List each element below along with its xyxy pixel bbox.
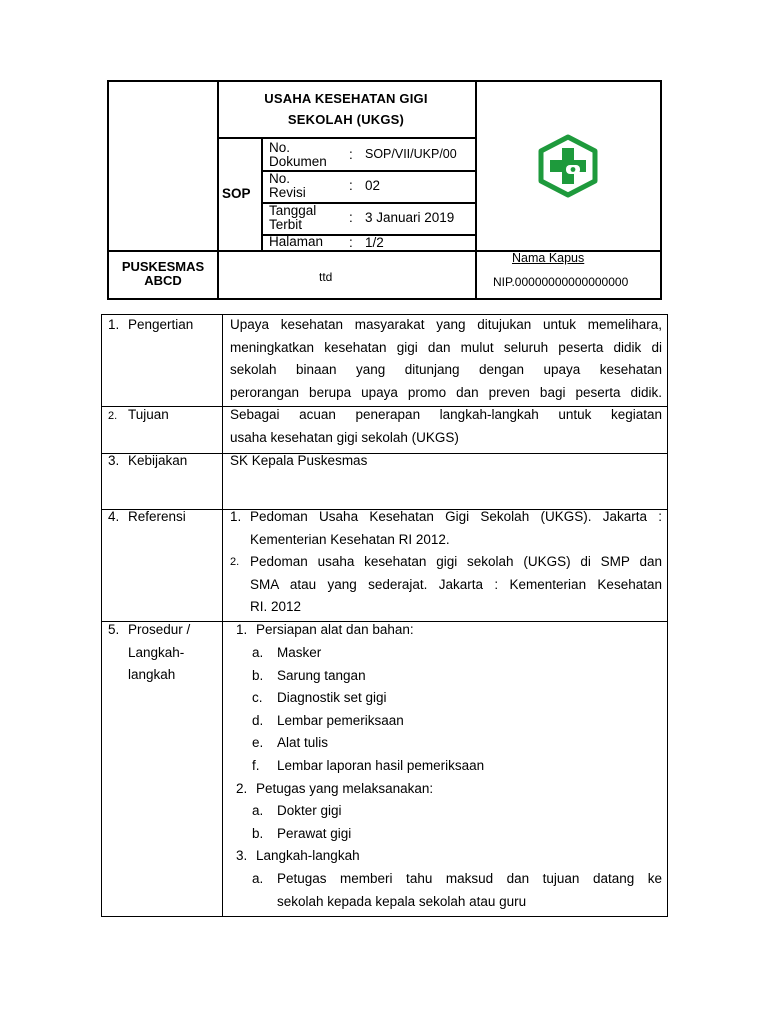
- revision-colon: :: [349, 178, 353, 193]
- doc-number-value: SOP/VII/UKP/00: [365, 147, 457, 161]
- section-number: 4.: [108, 509, 120, 524]
- procedure-sub-item: a. Dokter gigi: [252, 803, 342, 818]
- section-title-kebijakan: Kebijakan: [128, 453, 188, 468]
- section-number: 1.: [108, 317, 120, 332]
- procedure-sub-item: d. Lembar pemeriksaan: [252, 713, 404, 728]
- issue-date-label: Tanggal Terbit: [269, 203, 317, 232]
- header-divider: [217, 137, 475, 139]
- sop-label: SOP: [222, 186, 251, 201]
- sop-content-table: [101, 314, 668, 917]
- procedure-sub-item: b. Sarung tangan: [252, 668, 366, 683]
- section-title-tujuan: Tujuan: [128, 407, 169, 422]
- puskesmas-name: PUSKESMAS ABCD: [121, 259, 205, 288]
- page-label: Halaman: [269, 234, 324, 249]
- pengertian-text: Upaya kesehatan masyarakat yang ditujukan untuk memelihara, meningkatkan kesehatan gigi dan mulut seluruh peserta didik di sekolah binaan yang ditunjang dengan upaya kesehatan perorangan berupa upaya promo dan preven bagi peserta didik.: [230, 317, 662, 400]
- procedure-step: 1. Persiapan alat dan bahan:: [236, 622, 414, 637]
- page-value: 1/2: [365, 235, 384, 250]
- doc-number-colon: :: [349, 147, 353, 162]
- issue-date-value: 3 Januari 2019: [365, 210, 455, 225]
- reference-item: 2. Pedoman usaha kesehatan gigi sekolah (UKGS) di SMP dan SMA atau yang sederajat. Jakarta : Kementerian Kesehatan RI. 2012: [230, 554, 662, 615]
- header-divider: [475, 82, 477, 300]
- section-number: 5.: [108, 622, 120, 637]
- revision-value: 02: [365, 178, 381, 193]
- section-title-referensi: Referensi: [128, 509, 186, 524]
- procedure-step: 2. Petugas yang melaksanakan:: [236, 781, 434, 796]
- procedure-step: 3. Langkah-langkah: [236, 848, 360, 863]
- issue-date-colon: :: [349, 210, 353, 225]
- sop-header-table: [107, 80, 662, 300]
- section-number: 2.: [108, 410, 118, 422]
- kapus-nip: NIP.00000000000000000: [493, 275, 629, 289]
- procedure-sub-item: a. Petugas memberi tahu maksud dan tujuan datang ke sekolah kepada kepala sekolah atau guru: [252, 871, 662, 909]
- sop-title-line-2: SEKOLAH (UKGS): [287, 112, 405, 127]
- procedure-sub-item: e. Alat tulis: [252, 735, 329, 750]
- section-number: 3.: [108, 453, 120, 468]
- doc-number-label: No. Dokumen: [269, 140, 327, 169]
- procedure-sub-item: f. Lembar laporan hasil pemeriksaan: [252, 758, 485, 773]
- tujuan-text: Sebagai acuan penerapan langkah-langkah untuk kegiatan usaha kesehatan gigi sekolah (UKGS): [230, 407, 662, 445]
- kapus-name: Nama Kapus: [512, 251, 585, 265]
- procedure-sub-item: a. Masker: [252, 645, 322, 660]
- reference-item: 1. Pedoman Usaha Kesehatan Gigi Sekolah (UKGS). Jakarta : Kementerian Kesehatan RI 2012.: [230, 509, 662, 547]
- procedure-sub-item: b. Perawat gigi: [252, 826, 352, 841]
- puskesmas-logo-icon: [537, 134, 599, 198]
- section-title-pengertian: Pengertian: [128, 317, 194, 332]
- sop-title-line-1: USAHA KESEHATAN GIGI: [264, 91, 428, 106]
- section-title-prosedur: Prosedur / Langkah- langkah: [128, 622, 191, 683]
- signature-placeholder: ttd: [319, 270, 333, 284]
- procedure-sub-item: c. Diagnostik set gigi: [252, 690, 387, 705]
- kebijakan-text: SK Kepala Puskesmas: [230, 453, 368, 468]
- page-colon: :: [349, 235, 353, 250]
- revision-label: No. Revisi: [269, 171, 306, 200]
